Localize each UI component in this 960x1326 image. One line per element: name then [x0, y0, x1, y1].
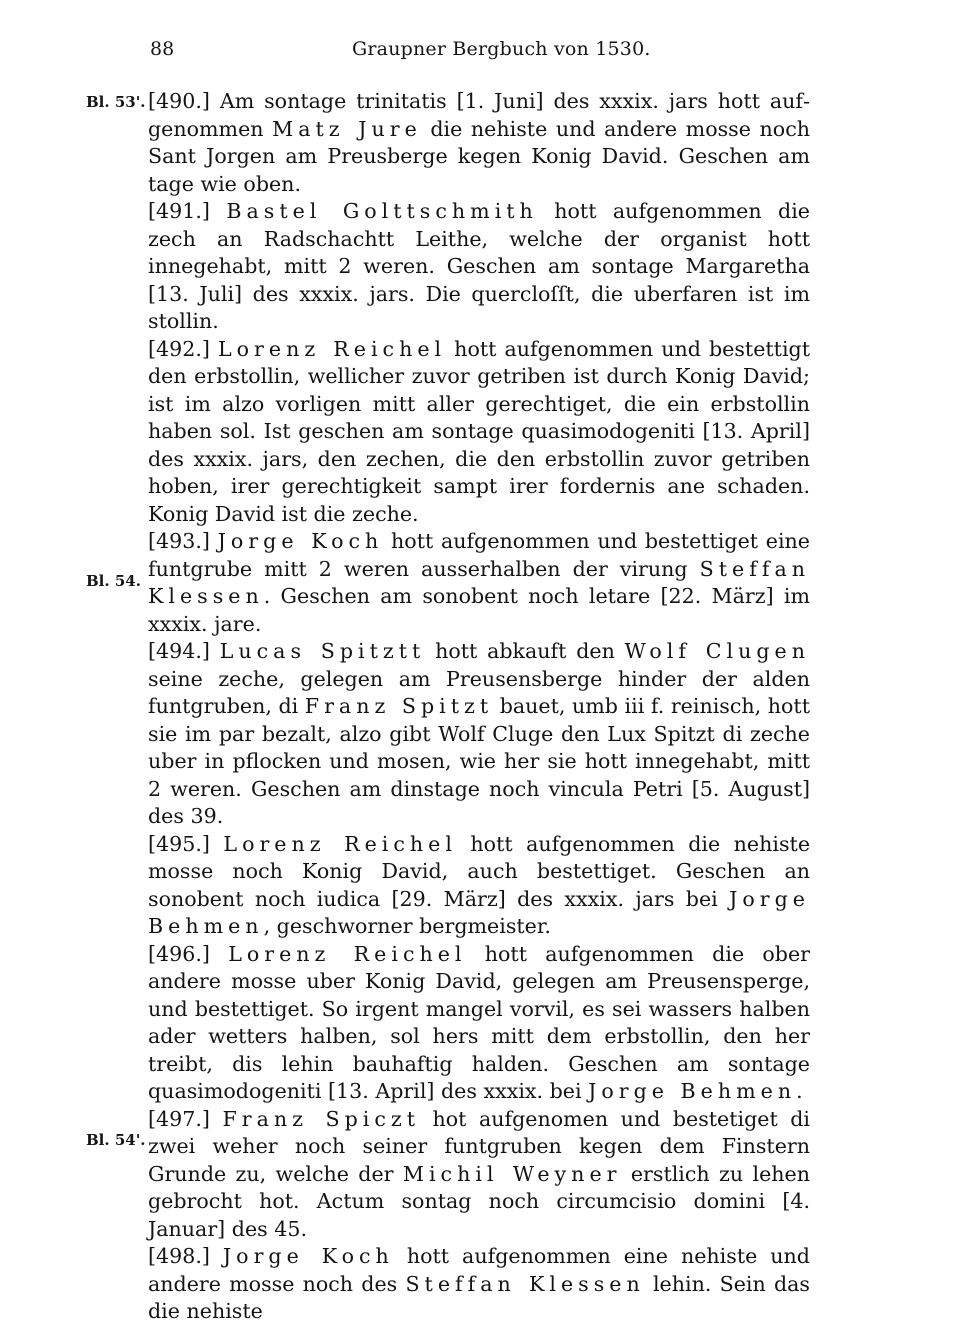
spaced-name: Jorge Behmen: [588, 1079, 797, 1103]
margin-folio-ref: Bl. 54.: [86, 572, 141, 590]
entry-paragraph: [148, 528, 810, 638]
entry-paragraph: [148, 198, 810, 336]
spaced-name: Lorenz Reichel: [223, 831, 457, 856]
spaced-name: Lorenz Reichel: [217, 336, 447, 361]
entry-text: seine zeche, gelegen am Preusensberge hinder der alden funtgruben, di: [148, 666, 810, 718]
entry-text: [494.]: [148, 639, 220, 663]
entry-paragraph: [148, 941, 810, 1106]
entry-text: hott abkauft den: [425, 639, 625, 663]
entry-text: [497.]: [148, 1106, 223, 1131]
spaced-name: Lorenz Reichel: [228, 941, 467, 966]
entry-text: die nehiste und andere mosse noch Sant Jorgen am Preusberge kegen Konig David. Geschen am tage wie oben.: [148, 116, 810, 196]
entry-text: [492.]: [148, 336, 218, 361]
entry-text: . Geschen am sonobent noch letare [22. März] im xxxix. jare.: [148, 584, 810, 636]
entry-text: lehin. Sein das die nehiste: [148, 1271, 810, 1323]
spaced-name: Jorge Koch: [222, 1244, 394, 1268]
margin-folio-ref: Bl. 54'.: [86, 1131, 146, 1149]
entry-text: hott aufgenommen die zech an Radschachtt Leithe, welche der organist hott innegehabt, mitt 2 weren. Geschen am sontage Margaretha [13. Juli] des xxxix. jars. Die quercloſſt, die uberfaren ist im stollin.: [148, 199, 810, 333]
entry-text: [496.]: [148, 941, 229, 966]
entry-paragraph: [148, 831, 810, 941]
entry-text: [491.]: [148, 199, 227, 223]
entry-text: .: [796, 1079, 803, 1103]
entry-text: , geschworner bergmeister.: [263, 914, 551, 938]
spaced-name: Steffan Klessen: [405, 1271, 645, 1296]
page-number: 88: [150, 38, 175, 60]
entry-text: bauet, umb iii f. reinisch, hott sie im par bezalt, alzo gibt Wolf Cluge den Lux Spitzt di zeche uber in pflocken und mosen, wie her sie hott innegehabt, mitt 2 weren. Geschen am dinstage noch vincula Petri [5. August] des 39.: [148, 694, 810, 828]
spaced-name: Wolf Clugen: [624, 639, 810, 663]
entry-text: hot aufgenomen und bestetiget di zwei weher noch seiner funtgruben kegen dem Finstern Grunde zu, welche der: [148, 1106, 811, 1186]
entry-text: [490.] Am sontage trinitatis [1. Juni] des xxxix. jars hott aufgenommen: [148, 89, 810, 141]
entry-text: [495.]: [148, 831, 224, 856]
spaced-name: Steffan Klessen: [148, 556, 810, 608]
entry-paragraph: [148, 336, 810, 529]
spaced-name: Franz Spiczt: [222, 1106, 420, 1131]
entry-text: hott aufgenommen und bestettiget eine funtgrube mitt 2 weren ausserhalben der virung: [148, 529, 810, 581]
entry-text: hott aufgenommen die ober andere mosse uber Konig David, gelegen am Preusensperge, und bestettiget. So irgent mangel vorvil, es sei wassers halben ader wetters halben, sol hers mitt dem erbstollin, den her treibt, dis lehin bauhaftig halden. Geschen am sontage quasimodogeniti [13. April] des xxxix. bei: [148, 941, 811, 1103]
entry-text: hott aufgenommen die nehiste mosse noch Konig David, auch bestettiget. Geschen an sonobent noch iudica [29. März] des xxxix. jars bei: [148, 831, 811, 911]
spaced-name: Bastel Golttschmith: [226, 199, 538, 223]
spaced-name: Matz Jure: [272, 116, 422, 141]
entry-text: hott aufgenommen und bestettigt den erbstollin, wellicher zuvor getriben ist durch Konig David; ist im alzo vorligen mitt aller gerechtiget, die ein erbstollin haben sol. Ist geschen am sontage quasimodogeniti [13. April] des xxxix. jars, den zechen, die den erbstollin zuvor getriben hoben, irer gerechtigkeit sampt irer fordernis ane schaden. Konig David ist die zeche.: [148, 336, 810, 526]
entry-paragraph: [148, 1243, 810, 1326]
spaced-name: Jorge Behmen: [148, 886, 810, 938]
spaced-name: Franz Spitzt: [304, 694, 494, 718]
spaced-name: Jorge Koch: [217, 529, 384, 553]
spaced-name: Lucas Spitztt: [219, 639, 426, 663]
spaced-name: Michil Weyner: [402, 1161, 622, 1186]
running-title: Graupner Bergbuch von 1530.: [352, 38, 651, 60]
entry-paragraph: [148, 88, 810, 198]
entry-text: hott aufgenommen eine nehiste und andere mosse noch des: [148, 1244, 810, 1296]
entry-text: [493.]: [148, 529, 218, 553]
page-header: [0, 38, 960, 78]
entry-text: [498.]: [148, 1244, 223, 1268]
entry-text: erstlich zu lehen gebrocht hot. Actum sontag noch circumcisio domini [4. Januar] des 45.: [148, 1161, 810, 1241]
entry-paragraph: [148, 1106, 810, 1244]
entry-paragraph: [148, 638, 810, 831]
margin-folio-ref: Bl. 53'.: [86, 93, 146, 111]
document-body: [148, 88, 810, 1326]
